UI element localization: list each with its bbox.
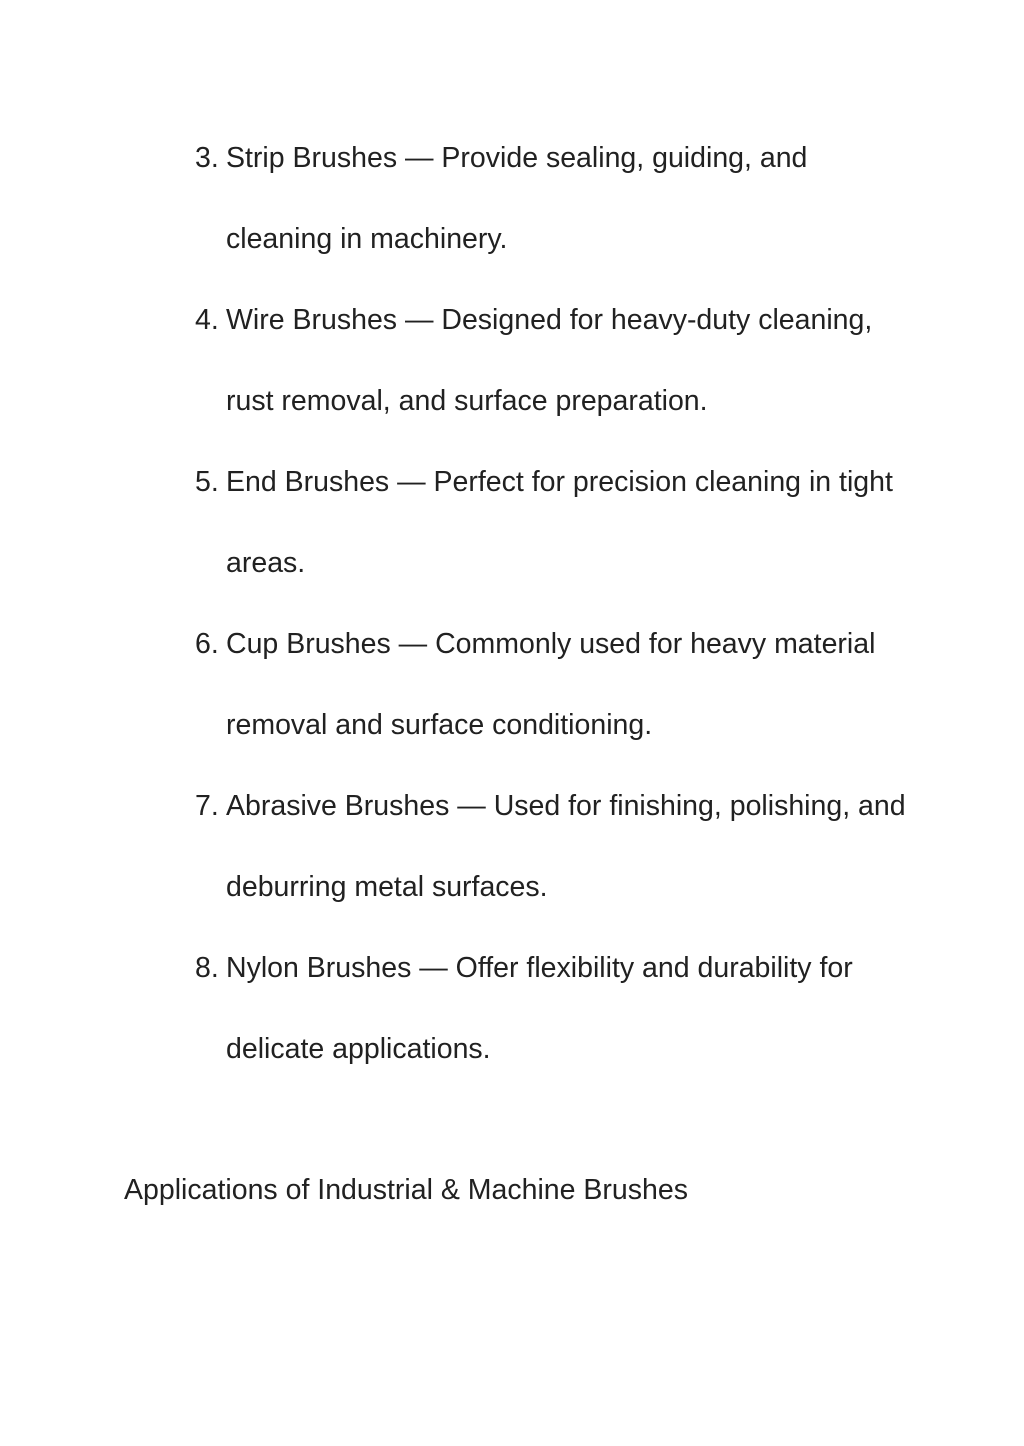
list-item-number: 5. bbox=[195, 466, 219, 498]
list-item-text: Wire Brushes — Designed for heavy-duty cleaning, rust removal, and surface preparation. bbox=[226, 304, 873, 417]
list-item-number: 6. bbox=[195, 628, 219, 660]
list-item-text: Cup Brushes — Commonly used for heavy material removal and surface conditioning. bbox=[226, 628, 876, 741]
list-item-abrasive-brushes bbox=[195, 766, 915, 928]
list-item-text: Nylon Brushes — Offer flexibility and durability for delicate applications. bbox=[226, 952, 853, 1065]
brush-types-list bbox=[195, 118, 915, 1090]
list-item-end-brushes bbox=[195, 442, 915, 604]
list-item-text: End Brushes — Perfect for precision cleaning in tight areas. bbox=[226, 466, 893, 579]
list-item-nylon-brushes bbox=[195, 928, 915, 1090]
list-item-text: Abrasive Brushes — Used for finishing, polishing, and deburring metal surfaces. bbox=[226, 790, 906, 903]
list-item-number: 4. bbox=[195, 304, 219, 336]
list-item-cup-brushes bbox=[195, 604, 915, 766]
list-item-number: 7. bbox=[195, 790, 219, 822]
list-item-number: 8. bbox=[195, 952, 219, 984]
list-item-number: 3. bbox=[195, 142, 219, 174]
list-item-wire-brushes bbox=[195, 280, 915, 442]
list-item-strip-brushes bbox=[195, 118, 915, 280]
section-heading: Applications of Industrial & Machine Brushes bbox=[124, 1174, 688, 1206]
list-item-text: Strip Brushes — Provide sealing, guiding, and cleaning in machinery. bbox=[226, 142, 808, 255]
